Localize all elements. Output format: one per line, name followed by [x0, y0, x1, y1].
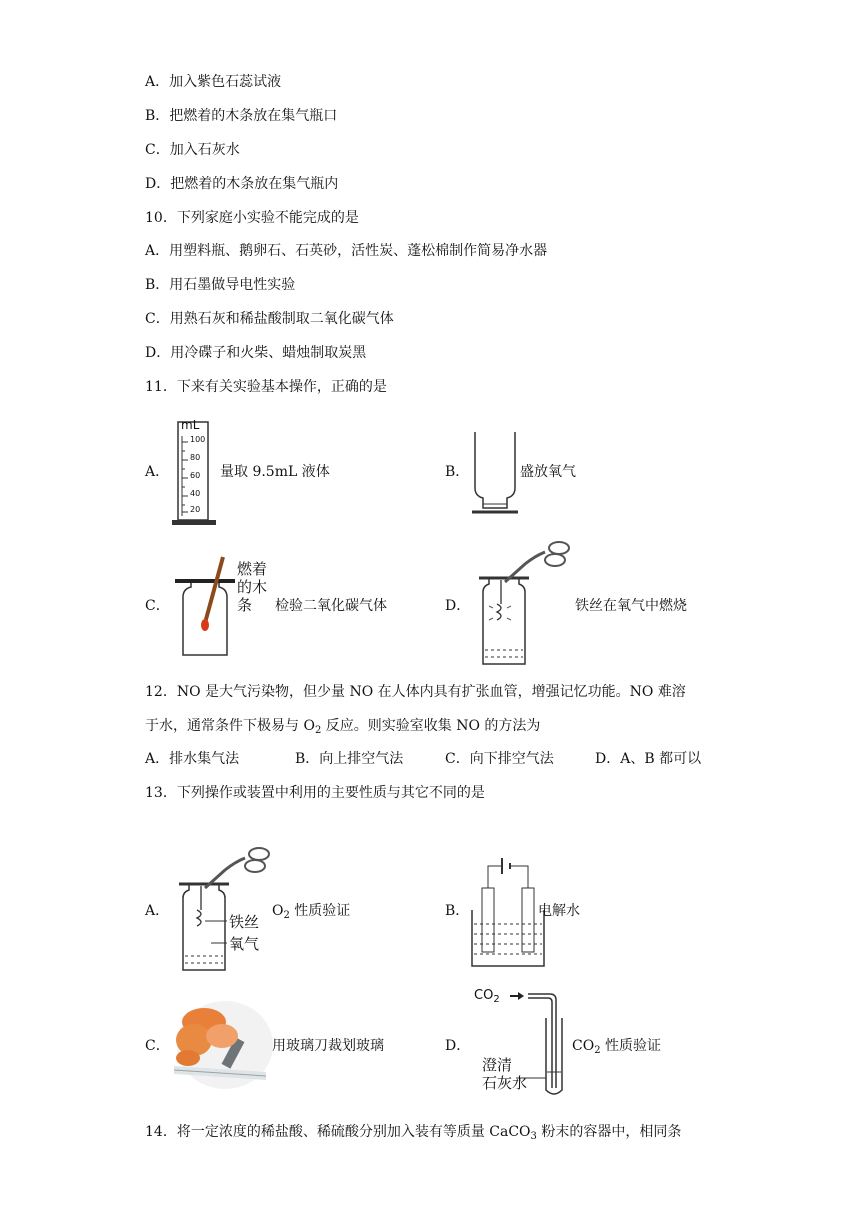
- cylinder-tick-80: 80: [190, 453, 201, 462]
- q11-option-b-letter: B．: [445, 464, 470, 480]
- q13-stem: 13．下列操作或装置中利用的主要性质与其它不同的是: [145, 785, 485, 801]
- q12-option-a: A．排水集气法: [145, 751, 240, 767]
- q10-stem: 10．下列家庭小实验不能完成的是: [145, 210, 359, 226]
- q13-option-c-caption: 用玻璃刀裁划玻璃: [272, 1038, 384, 1054]
- q10-option-c: C．用熟石灰和稀盐酸制取二氧化碳气体: [145, 311, 394, 327]
- co2-arrow-label: $CO_2$: [474, 988, 500, 1005]
- cylinder-tick-20: 20: [190, 505, 201, 514]
- electrolysis-figure: [470, 852, 546, 970]
- q13-option-b-caption: 电解水: [538, 903, 580, 919]
- q10-option-b: B．用石墨做导电性实验: [145, 277, 296, 293]
- oxygen-label: 氧气: [229, 935, 260, 953]
- q12-stem-line-1: 12．NO 是大气污染物，但少量 NO 在人体内具有扩张血管，增强记忆功能。NO 难溶: [145, 684, 686, 700]
- q9-option-a: A．加入紫色石蕊试液: [145, 74, 282, 90]
- q12-option-d: D．A、B 都可以: [595, 751, 702, 767]
- q11-option-d-caption: 铁丝在氧气中燃烧: [575, 598, 687, 614]
- q9-option-c: C．加入石灰水: [145, 142, 240, 158]
- q13-option-a-letter: A．: [145, 903, 170, 919]
- iron-wire-burning-figure: [475, 540, 575, 668]
- glass-cutter-photo: [170, 1000, 270, 1090]
- o2-property-figure: [175, 846, 275, 974]
- burning-stick-label-1: 燃着: [237, 560, 268, 578]
- q11-option-b-caption: 盛放氧气: [520, 464, 576, 480]
- q11-option-c-caption: 检验二氧化碳气体: [275, 598, 387, 614]
- q13-option-b-letter: B．: [445, 903, 470, 919]
- q11-option-c-letter: C．: [145, 598, 170, 614]
- cylinder-tick-60: 60: [190, 471, 201, 480]
- q13-option-d-letter: D．: [445, 1038, 471, 1054]
- q9-option-b: B．把燃着的木条放在集气瓶口: [145, 108, 338, 124]
- burning-stick-label-3: 条: [237, 596, 253, 614]
- cylinder-tick-40: 40: [190, 489, 201, 498]
- q14-stem: 14．将一定浓度的稀盐酸、稀硫酸分别加入装有等质量 CaCO$_3$ 粉末的容器中，相同条: [145, 1124, 682, 1142]
- q10-option-d: D．用冷碟子和火柴、蜡烛制取炭黑: [145, 345, 367, 361]
- q13-option-c-letter: C．: [145, 1038, 170, 1054]
- q12-stem-line-2: 于水，通常条件下极易与 $O_2$ 反应。则实验室收集 NO 的方法为: [145, 718, 541, 736]
- limewater-label: 石灰水: [482, 1074, 528, 1092]
- burning-stick-label-2: 的木: [237, 578, 268, 596]
- q11-stem: 11．下来有关实验基本操作，正确的是: [145, 379, 387, 395]
- q10-option-a: A．用塑料瓶、鹅卵石、石英砂，活性炭、蓬松棉制作简易净水器: [145, 243, 548, 259]
- q12-option-b: B．向上排空气法: [295, 751, 404, 767]
- q13-option-d-caption: $CO_2$ 性质验证: [572, 1038, 662, 1056]
- clear-label: 澄清: [482, 1056, 513, 1074]
- q12-option-c: C．向下排空气法: [445, 751, 554, 767]
- q11-option-d-letter: D．: [445, 598, 471, 614]
- burning-stick-bottle-figure: [175, 555, 235, 661]
- q11-option-a-letter: A．: [145, 464, 170, 480]
- iron-wire-label: 铁丝: [229, 913, 260, 931]
- q9-option-d: D．把燃着的木条放在集气瓶内: [145, 176, 339, 192]
- cylinder-unit-label: mL: [181, 418, 200, 432]
- q13-option-a-caption: $O_2$ 性质验证: [272, 903, 351, 921]
- q11-option-a-caption: 量取 9.5mL 液体: [220, 464, 330, 480]
- inverted-gas-bottle-figure: [470, 430, 520, 520]
- cylinder-tick-100: 100: [190, 435, 206, 444]
